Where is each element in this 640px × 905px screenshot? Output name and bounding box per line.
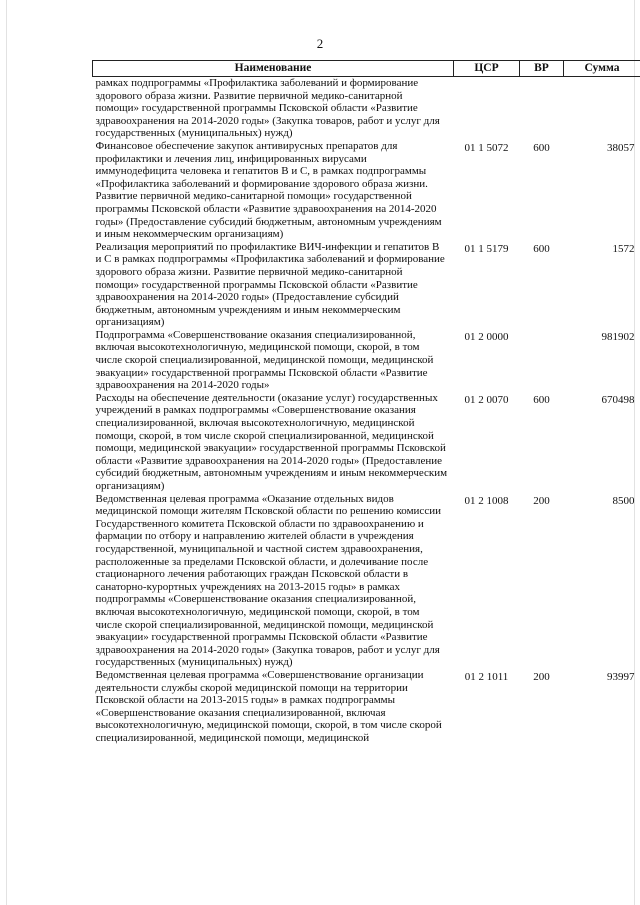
table-body	[93, 77, 640, 745]
table-row	[93, 329, 640, 392]
column-header-vr: ВР	[520, 61, 564, 77]
row-vr: 600	[533, 393, 550, 406]
page-number: 2	[316, 36, 324, 51]
row-name: рамках подпрограммы «Профилактика заболеваний и формирование здорового образа жизни. Развитие первичной медико-санитарной помощи» государственной программы Псковской области «Развитие здравоохранения на 2014-2020 годы» (Закупка товаров, работ и услуг для государственных (муниципальных) нужд)	[95, 77, 440, 140]
row-csr: 01 2 1008	[464, 494, 509, 507]
row-name: Финансовое обеспечение закупок антивирусных препаратов для профилактики и лечения лиц, инфицированных вирусами иммунодефицита человека и гепатитов В и С, в рамках подпрограммы «Профилактика заболеваний и формирование здорового образа жизни. Развитие первичной медико-санитарной помощи» государственной программы Псковской области «Развитие здравоохранения на 2014-2020 годы» (Предоставление субсидий бюджетным, автономным учреждениям и иным некоммерческим организациям)	[95, 139, 442, 241]
row-vr: 200	[533, 670, 550, 683]
budget-table	[92, 60, 640, 744]
column-header-name: Наименование	[93, 61, 454, 77]
row-vr: 600	[533, 141, 550, 154]
row-csr: 01 2 1011	[464, 670, 509, 683]
scan-edge-left	[6, 0, 7, 905]
row-sum: 8500	[612, 494, 635, 507]
row-vr	[520, 77, 564, 140]
row-csr: 01 1 5179	[464, 242, 509, 255]
row-csr: 01 2 0000	[464, 330, 509, 343]
row-name: Ведомственная целевая программа «Совершенствование организации деятельности службы скорой медицинской помощи на территории Псковской области на 2013-2015 годы» в рамках подпрограммы «Совершенствование оказания специализированной, включая высокотехнологичную, медицинской помощи, скорой, в том числе скорой специализированной, медицинской помощи, медицинской	[95, 668, 442, 744]
row-csr	[454, 77, 520, 140]
row-csr: 01 2 0070	[464, 393, 509, 406]
row-sum: 981902	[601, 330, 635, 343]
table-row	[93, 392, 640, 493]
row-name: Ведомственная целевая программа «Оказание отдельных видов медицинской помощи жителям Псковской области по решению комиссии Государственного комитета Псковской области по здравоохранению и фармации по отбору и направлению жителей области в учреждения государственной, муниципальной и частной систем здравоохранения, расположенные за пределами Псковской области, и долечивание после стационарного лечения работающих граждан Псковской области в санаторно-курортных учреждениях на 2013-2015 годы» в рамках подпрограммы «Совершенствование оказания специализированной, включая высокотехнологичную, медицинской помощи, скорой, в том числе скорой специализированной, медицинской помощи, медицинской эвакуации» государственной программы Псковской области «Развитие здравоохранения на 2014-2020 годы» (Закупка товаров, работ и услуг для государственных (муниципальных) нужд)	[95, 492, 441, 669]
table-header	[93, 61, 640, 77]
row-sum: 670498	[601, 393, 635, 406]
row-csr: 01 1 5072	[464, 141, 509, 154]
column-header-csr: ЦСР	[454, 61, 520, 77]
row-name: Подпрограмма «Совершенствование оказания специализированной, включая высокотехнологичную, медицинской помощи, скорой, в том числе скорой специализированной, медицинской помощи, медицинской эвакуации» государственной программы Псковской области «Развитие здравоохранения на 2014-2020 годы»	[95, 328, 434, 392]
row-vr: 600	[533, 242, 550, 255]
row-name: Расходы на обеспечение деятельности (оказание услуг) государственных учреждений в рамках подпрограммы «Совершенствование оказания специализированной, включая высокотехнологичную, медицинской помощи, скорой, в том числе скорой специализированной, медицинской помощи, медицинской эвакуации» государственной программы Псковской области «Развитие здравоохранения на 2014-2020 годы» (Предоставление субсидий бюджетным, автономным учреждениям и иным некоммерческим организациям)	[95, 391, 448, 492]
table-row	[93, 669, 640, 745]
row-sum: 1572	[612, 242, 635, 255]
table-row	[93, 493, 640, 669]
row-name: Реализация мероприятий по профилактике ВИЧ-инфекции и гепатитов В и С в рамках подпрограммы «Профилактика заболеваний и формирование здорового образа жизни. Развитие первичной медико-санитарной помощи» государственной программы Псковской области «Развитие здравоохранения на 2014-2020 годы» (Предоставление субсидий бюджетным, автономным учреждениям и иным некоммерческим организациям)	[95, 240, 445, 329]
row-sum: 38057	[607, 141, 635, 154]
table-row	[93, 140, 640, 241]
row-sum: 93997	[607, 670, 635, 683]
table-row	[93, 77, 640, 140]
row-vr	[520, 329, 564, 392]
row-vr: 200	[533, 494, 550, 507]
column-header-sum: Сумма	[564, 61, 640, 77]
table-row	[93, 241, 640, 329]
row-sum	[564, 77, 640, 140]
